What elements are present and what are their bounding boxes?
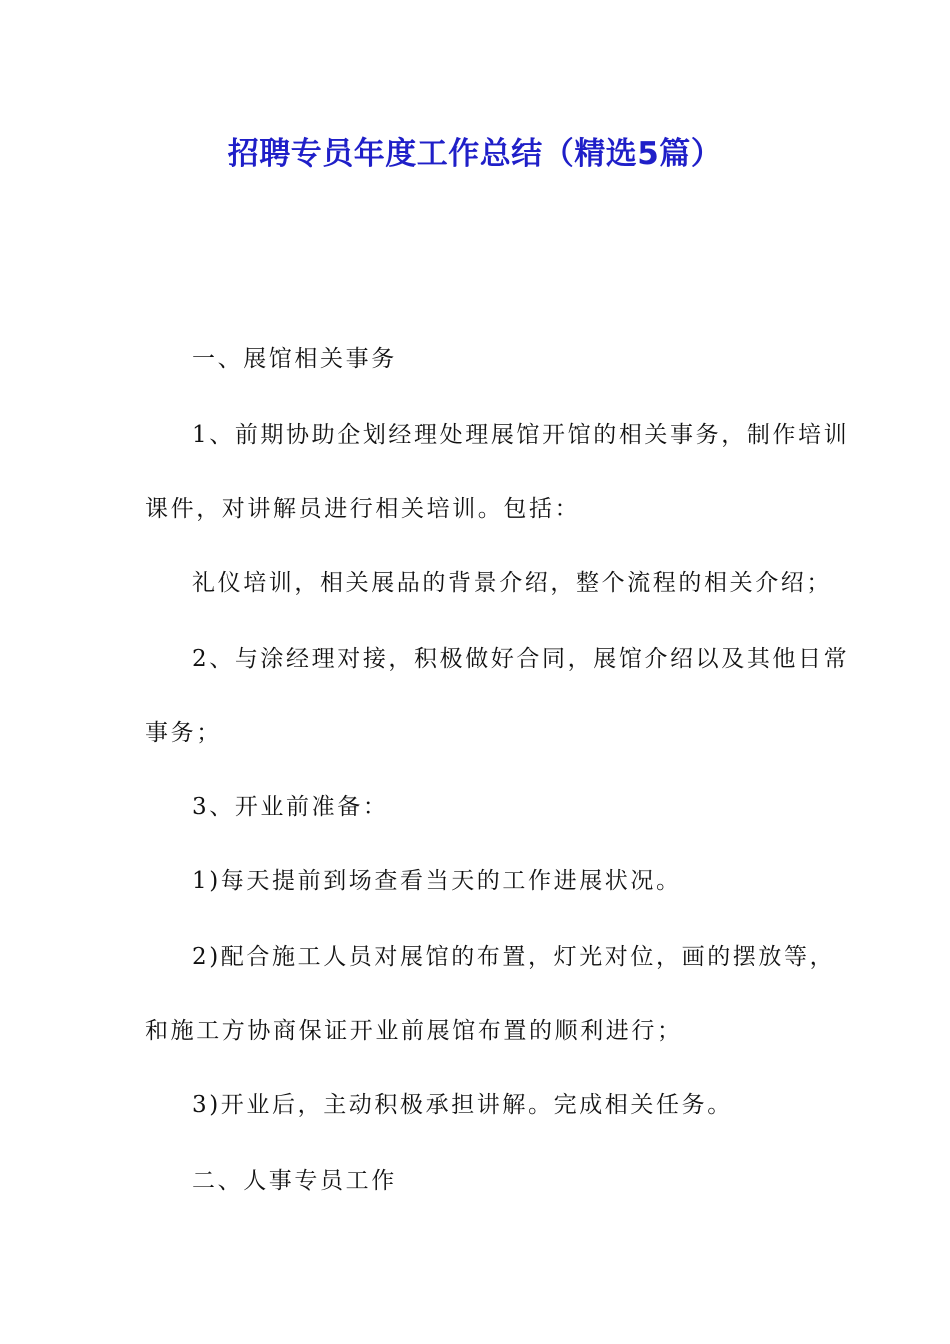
section-heading-2: 二、人事专员工作: [192, 1168, 397, 1194]
section-heading-1: 一、展馆相关事务: [192, 346, 397, 372]
paragraph-line: 事务；: [145, 720, 222, 746]
paragraph-line: 2、与涂经理对接，积极做好合同，展馆介绍以及其他日常: [192, 646, 850, 672]
paragraph-line: 2)配合施工人员对展馆的布置，灯光对位，画的摆放等，: [192, 944, 836, 970]
paragraph-line: 礼仪培训，相关展品的背景介绍，整个流程的相关介绍；: [192, 570, 832, 596]
paragraph-line: 和施工方协商保证开业前展馆布置的顺利进行；: [145, 1018, 683, 1044]
paragraph-line: 3、开业前准备：: [192, 794, 389, 820]
document-title: 招聘专员年度工作总结（精选5篇）: [227, 136, 723, 172]
paragraph-line: 课件，对讲解员进行相关培训。包括：: [145, 496, 581, 522]
paragraph-line: 3)开业后，主动积极承担讲解。完成相关任务。: [192, 1092, 733, 1118]
paragraph-line: 1)每天提前到场查看当天的工作进展状况。: [192, 868, 682, 894]
paragraph-line: 1、前期协助企划经理处理展馆开馆的相关事务，制作培训: [192, 422, 850, 448]
